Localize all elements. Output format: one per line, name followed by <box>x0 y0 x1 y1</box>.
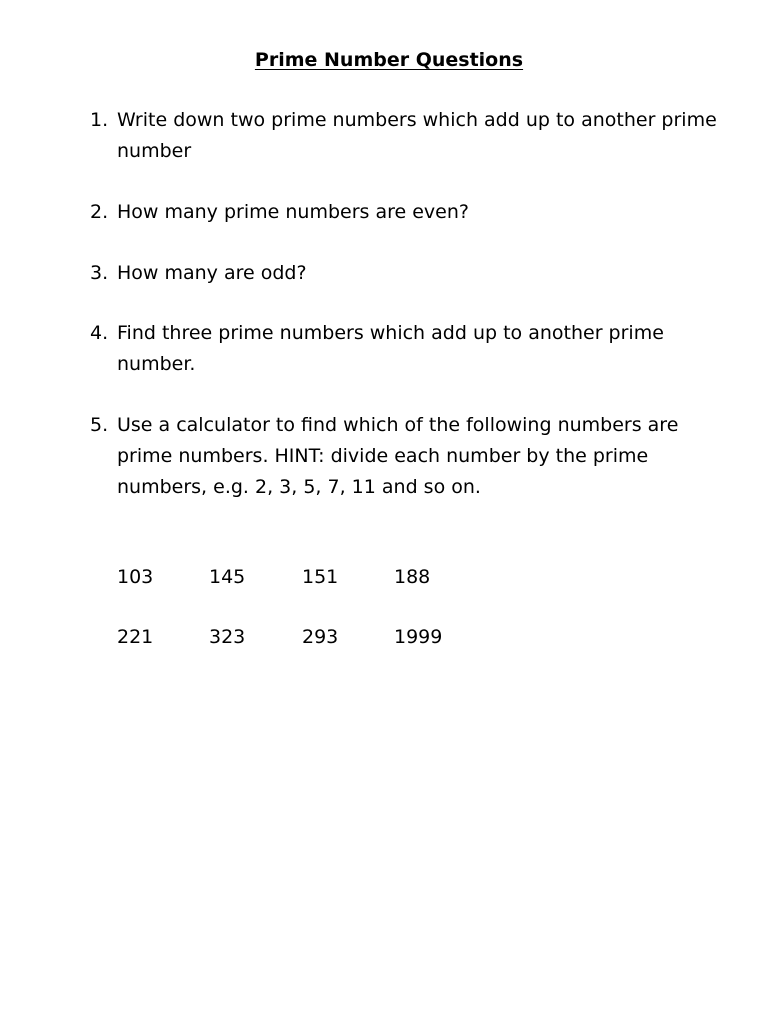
number-value: 145 <box>209 566 246 588</box>
question-text: Find three prime numbers which add up to another prime number. <box>117 322 664 375</box>
question-number: 1. <box>90 109 109 131</box>
number-value: 1999 <box>394 626 443 648</box>
number-value: 293 <box>302 626 339 648</box>
question-1 <box>90 105 730 167</box>
number-value: 323 <box>209 626 246 648</box>
question-3 <box>90 258 730 289</box>
question-number: 2. <box>90 201 109 223</box>
number-value: 103 <box>117 566 154 588</box>
question-number: 5. <box>90 414 109 436</box>
question-text: How many prime numbers are even? <box>117 201 469 223</box>
number-value: 221 <box>117 626 154 648</box>
number-value: 188 <box>394 566 431 588</box>
question-5 <box>90 410 730 503</box>
question-text: How many are odd? <box>117 262 307 284</box>
question-text: Write down two prime numbers which add up to another prime number <box>117 109 717 162</box>
question-4 <box>90 318 730 380</box>
question-number: 4. <box>90 322 109 344</box>
page-title: Prime Number Questions <box>254 49 524 71</box>
question-2 <box>90 197 730 228</box>
question-text: Use a calculator to find which of the following numbers are prime numbers. HINT: divide each number by the prime numbers, e.g. 2, 3, 5, 7, 11 and so on. <box>117 414 679 498</box>
question-number: 3. <box>90 262 109 284</box>
number-value: 151 <box>302 566 339 588</box>
